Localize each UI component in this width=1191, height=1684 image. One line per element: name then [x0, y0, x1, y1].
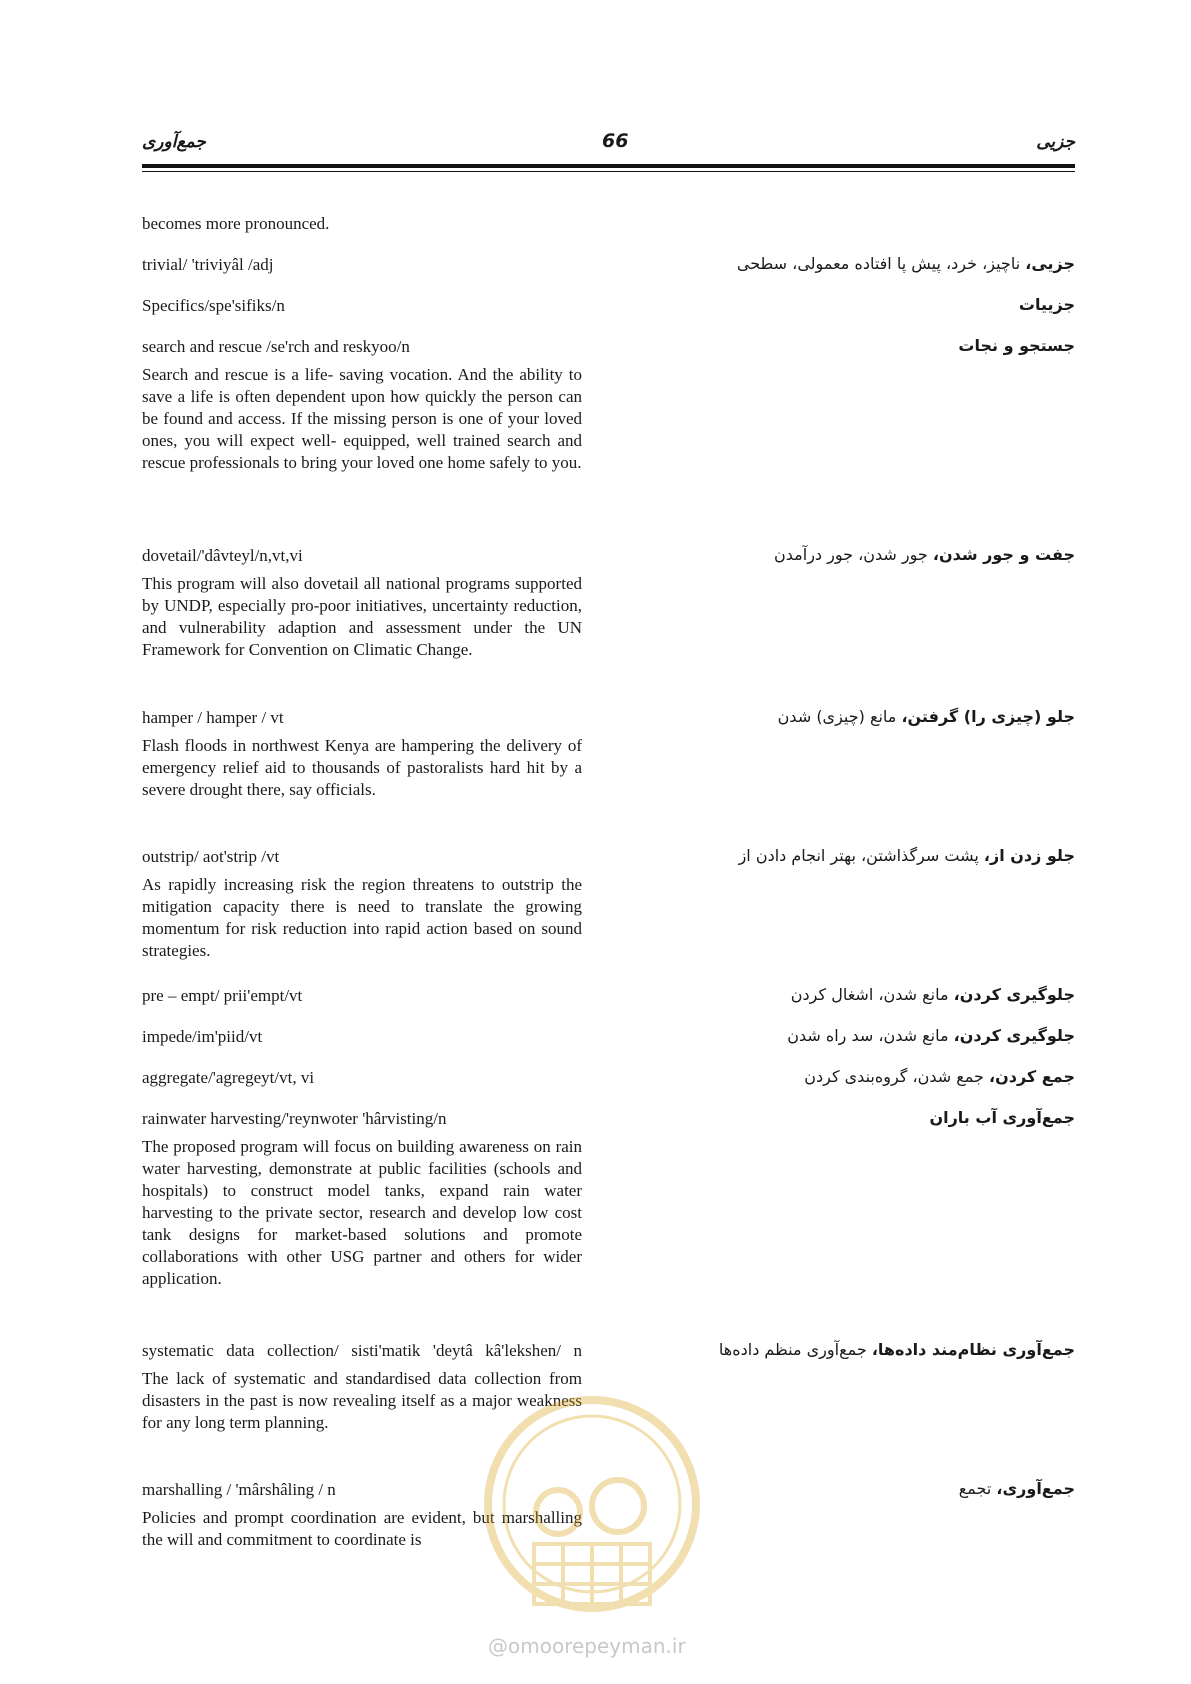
- persian-term: جزییات: [1018, 295, 1075, 314]
- page-number: 66: [602, 130, 629, 152]
- running-head-right: جزیی: [1036, 132, 1075, 152]
- entry-english: [142, 213, 582, 235]
- headword: outstrip/ aot'strip /vt: [142, 847, 280, 866]
- running-head-left: جمع‌آوری: [142, 132, 206, 152]
- persian-term: جلوگیری کردن،: [953, 1026, 1075, 1045]
- persian-term: جلو (چیزی را) گرفتن،: [901, 707, 1075, 726]
- headword: Specifics/spe'sifiks/n: [142, 296, 285, 315]
- entry-persian: [575, 1338, 1075, 1362]
- headword: marshalling / 'mârshâling / n: [142, 1480, 336, 1499]
- persian-definition: جور شدن، جور درآمدن: [774, 545, 933, 564]
- example-sentence: The lack of systematic and standardised data collection from disasters in the past is now revealing itself as a major weakness for any long term planning.: [142, 1369, 582, 1432]
- entry-persian: [575, 252, 1075, 276]
- persian-term: جمع‌آوری،: [996, 1479, 1075, 1498]
- persian-term: جمع‌آوری آب باران: [929, 1108, 1075, 1127]
- entry-english: [142, 295, 582, 317]
- headword: becomes more pronounced.: [142, 214, 330, 233]
- watermark-emblem-icon: [478, 1394, 706, 1622]
- persian-definition: ناچیز، خرد، پیش پا افتاده معمولی، سطحی: [736, 254, 1026, 273]
- persian-definition: جمع‌آوری منظم داده‌ها: [718, 1340, 872, 1359]
- persian-term: جلو زدن از،: [983, 846, 1075, 865]
- entry-english: [142, 1067, 582, 1089]
- entry-english: [142, 846, 582, 962]
- headword: aggregate/'agregeyt/vt, vi: [142, 1068, 315, 1087]
- entry-persian: [575, 1024, 1075, 1048]
- page-header: [142, 126, 1075, 174]
- headword: systematic data collection/ sisti'matik 'deytâ kâ'lekshen/ n: [142, 1341, 582, 1360]
- entry-persian: [575, 334, 1075, 358]
- entry-english: [142, 985, 582, 1007]
- persian-definition: مانع شدن، اشغال کردن: [790, 985, 954, 1004]
- example-sentence: The proposed program will focus on building awareness on rain water harvesting, demonstrate at public facilities (schools and hospitals) to construct model tanks, expand rain water harvesting to the private sector, research and develop low cost tank designs for market-based solutions and promote collaborations with other USG partner and others for wider application.: [142, 1137, 582, 1288]
- headword: trivial/ 'triviyâl /adj: [142, 255, 274, 274]
- entry-persian: [575, 983, 1075, 1007]
- entry-english: [142, 707, 582, 801]
- persian-definition: جمع شدن، گروه‌بندی کردن: [804, 1067, 990, 1086]
- entry-persian: [575, 705, 1075, 729]
- headword: rainwater harvesting/'reynwoter 'hârvisting/n: [142, 1109, 447, 1128]
- persian-definition: تجمع: [958, 1479, 997, 1498]
- persian-definition: مانع شدن، سد راه شدن: [787, 1026, 954, 1045]
- persian-term: جلوگیری کردن،: [953, 985, 1075, 1004]
- example-sentence: Policies and prompt coordination are evident, but marshalling the will and commitment to coordinate is: [142, 1508, 582, 1549]
- headword: search and rescue /se'rch and reskyoo/n: [142, 337, 410, 356]
- entry-persian: [575, 543, 1075, 567]
- headword: impede/im'piid/vt: [142, 1027, 263, 1046]
- entry-persian: [575, 1106, 1075, 1130]
- header-rule-thick: [142, 164, 1075, 168]
- entry-english: [142, 1108, 582, 1290]
- watermark-text: @omoorepeyman.ir: [488, 1634, 686, 1658]
- persian-term: جمع‌آوری نظام‌مند داده‌ها،: [871, 1340, 1075, 1359]
- entry-english: [142, 545, 582, 661]
- example-sentence: As rapidly increasing risk the region threatens to outstrip the mitigation capacity there is need to translate the growing momentum for risk reduction into rapid action based on sound strategies.: [142, 875, 582, 960]
- persian-term: جزیی،: [1025, 254, 1075, 273]
- example-sentence: This program will also dovetail all national programs supported by UNDP, especially pro-poor initiatives, uncertainty reduction, and vulnerability adaption and assessment under the UN Framework for Convention on Climatic Change.: [142, 574, 582, 659]
- headword: pre – empt/ prii'empt/vt: [142, 986, 303, 1005]
- headword: dovetail/'dâvteyl/n,vt,vi: [142, 546, 303, 565]
- entry-persian: [575, 844, 1075, 868]
- example-sentence: Flash floods in northwest Kenya are hampering the delivery of emergency relief aid to thousands of pastoralists hard hit by a severe drought there, say officials.: [142, 736, 582, 799]
- entry-english: [142, 336, 582, 474]
- persian-definition: پشت سرگذاشتن، بهتر انجام دادن از: [738, 846, 984, 865]
- entry-english: [142, 254, 582, 276]
- persian-term: جفت و جور شدن،: [932, 545, 1075, 564]
- entry-persian: [575, 1065, 1075, 1089]
- header-rule-thin: [142, 171, 1075, 172]
- entry-persian: [575, 293, 1075, 317]
- persian-definition: مانع (چیزی) شدن: [777, 707, 902, 726]
- persian-term: جمع کردن،: [989, 1067, 1075, 1086]
- entry-english: [142, 1026, 582, 1048]
- example-sentence: Search and rescue is a life- saving vocation. And the ability to save a life is often dependent upon how quickly the person can be found and access. If the missing person is one of your loved ones, you will expect well- equipped, well trained search and rescue professionals to bring your loved one home safely to you.: [142, 365, 582, 472]
- headword: hamper / hamper / vt: [142, 708, 284, 727]
- persian-term: جستجو و نجات: [958, 336, 1075, 355]
